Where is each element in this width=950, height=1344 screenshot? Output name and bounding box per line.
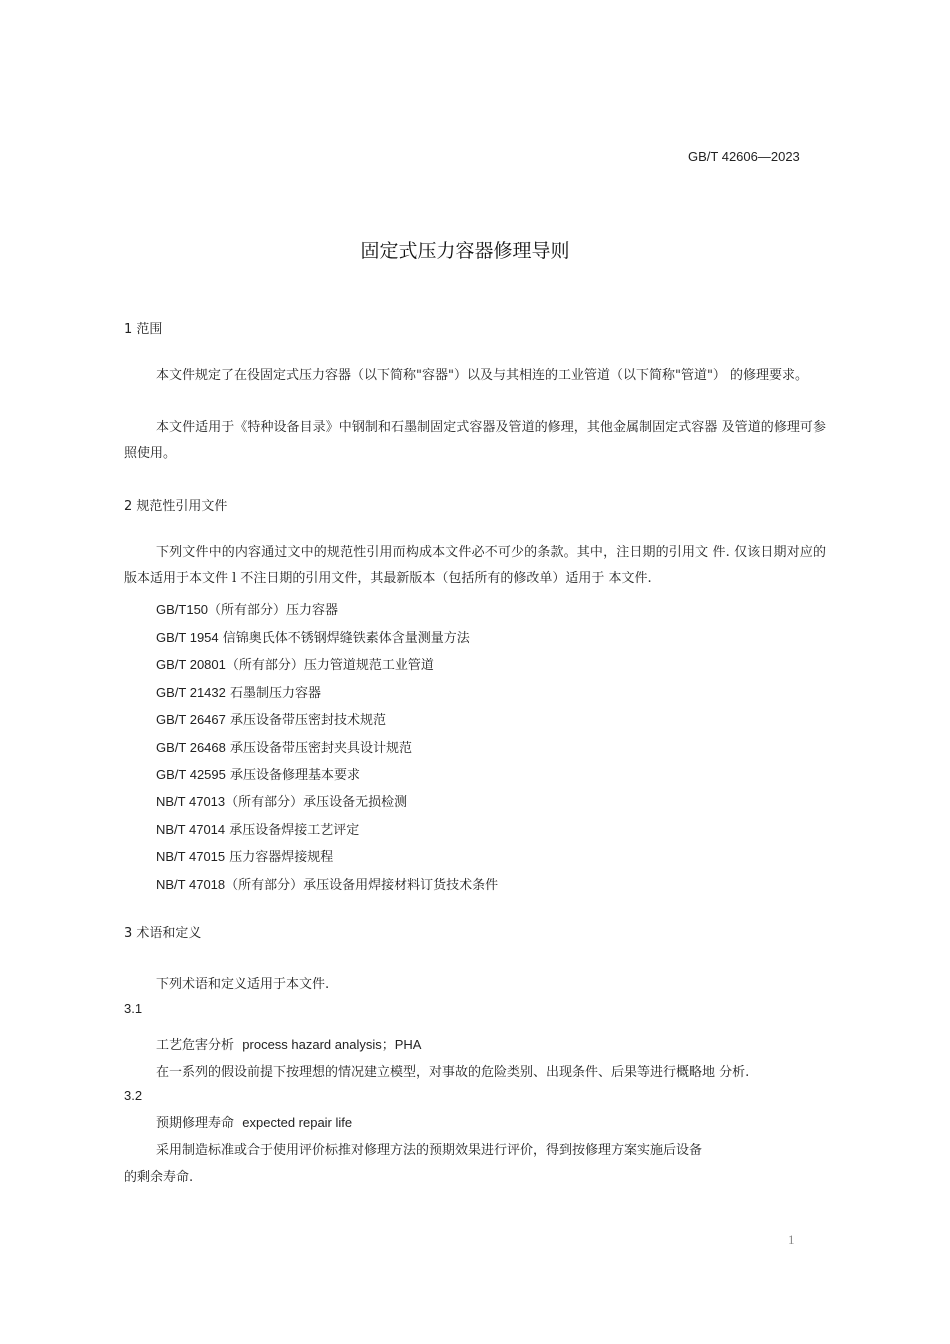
- reference-code: GB/T 20801: [156, 657, 226, 672]
- reference-code: GB/T150: [156, 602, 209, 617]
- reference-title: 压力容器焊接规程: [229, 850, 334, 865]
- reference-item: [156, 764, 360, 783]
- reference-title: （所有部分）压力容器: [208, 603, 339, 618]
- section-3-intro: 下列术语和定义适用于本文件.: [156, 977, 330, 992]
- reference-code: GB/T 26468: [156, 740, 226, 755]
- section-2-intro: 下列文件中的内容通过文中的规范性引用而构成本文件必不可少的条款。其中，注日期的引用文 件. 仅该日期对应的版本适用于本文件 l 不注日期的引用文件，其最新版本（包括所有的修改单）适用于 本文件.: [124, 545, 826, 586]
- section-1-paragraph: 本文件规定了在役固定式压力容器（以下简称"容器"）以及与其相连的工业管道（以下简称"管道"） 的修理要求。: [156, 368, 809, 383]
- reference-title: 信锦奥氏体不锈钢焊缝铁素体含量测量方法: [222, 631, 470, 646]
- reference-title: 承压设备带压密封技术规范: [230, 713, 387, 728]
- reference-item: [156, 791, 407, 810]
- reference-code: GB/T 21432: [156, 685, 226, 700]
- section-2-heading: 2 规范性引用文件: [124, 499, 228, 514]
- term-name-cn: 预期修理寿命: [156, 1116, 235, 1131]
- reference-title: 承压设备带压密封夹具设计规范: [230, 741, 413, 756]
- section-1-heading: 1 范围: [124, 322, 163, 337]
- term-definition: 在一系列的假设前提下按理想的情况建立模型，对事故的危险类别、出现条件、后果等进行概略地 分析.: [156, 1065, 750, 1080]
- reference-title: （所有部分）承压设备用焊接材料订货技术条件: [225, 878, 499, 893]
- reference-title: 承压设备修理基本要求: [230, 768, 361, 783]
- reference-title: （所有部分）承压设备无损检测: [225, 795, 408, 810]
- reference-code: NB/T 47013: [156, 794, 226, 809]
- term-name-en: expected repair life: [242, 1115, 353, 1130]
- page-number: 1: [788, 1232, 795, 1247]
- reference-item: [156, 819, 359, 838]
- reference-item: [156, 599, 338, 618]
- reference-item: [156, 682, 321, 701]
- reference-code: GB/T 1954: [156, 630, 219, 645]
- reference-item: [156, 627, 470, 646]
- section-3-heading: 3 术语和定义: [124, 926, 202, 941]
- section-1-paragraph: 本文件适用于《特种设备目录》中钢制和石墨制固定式容器及管道的修理，其他金属制固定式容器 及管道的修理可参照使用。: [124, 420, 826, 461]
- reference-code: GB/T 26467: [156, 712, 226, 727]
- reference-item: [156, 874, 498, 893]
- reference-item: [156, 737, 412, 756]
- term-definition: 采用制造标准或合于使用评价标推对修理方法的预期效果进行评价，得到按修理方案实施后设备: [156, 1143, 703, 1158]
- term-name: [156, 1112, 352, 1131]
- term-name-en: process hazard analysis；PHA: [242, 1037, 422, 1052]
- term-name-cn: 工艺危害分析: [156, 1038, 235, 1053]
- reference-title: （所有部分）压力管道规范工业管道: [225, 658, 434, 673]
- reference-title: 石墨制压力容器: [230, 686, 322, 701]
- term-definition-continued: 的剩余寿命.: [124, 1170, 194, 1185]
- reference-item: [156, 654, 434, 673]
- reference-code: NB/T 47018: [156, 877, 226, 892]
- term-name: [156, 1034, 421, 1053]
- reference-item: [156, 846, 333, 865]
- reference-code: NB/T 47015: [156, 849, 226, 864]
- reference-code: NB/T 47014: [156, 822, 226, 837]
- term-number: 3.2: [124, 1088, 143, 1103]
- term-number: 3.1: [124, 1001, 143, 1016]
- reference-code: GB/T 42595: [156, 767, 226, 782]
- reference-item: [156, 709, 386, 728]
- reference-title: 承压设备焊接工艺评定: [229, 823, 360, 838]
- document-number: GB/T 42606—2023: [688, 149, 800, 164]
- document-title: 固定式压力容器修理导则: [360, 240, 570, 262]
